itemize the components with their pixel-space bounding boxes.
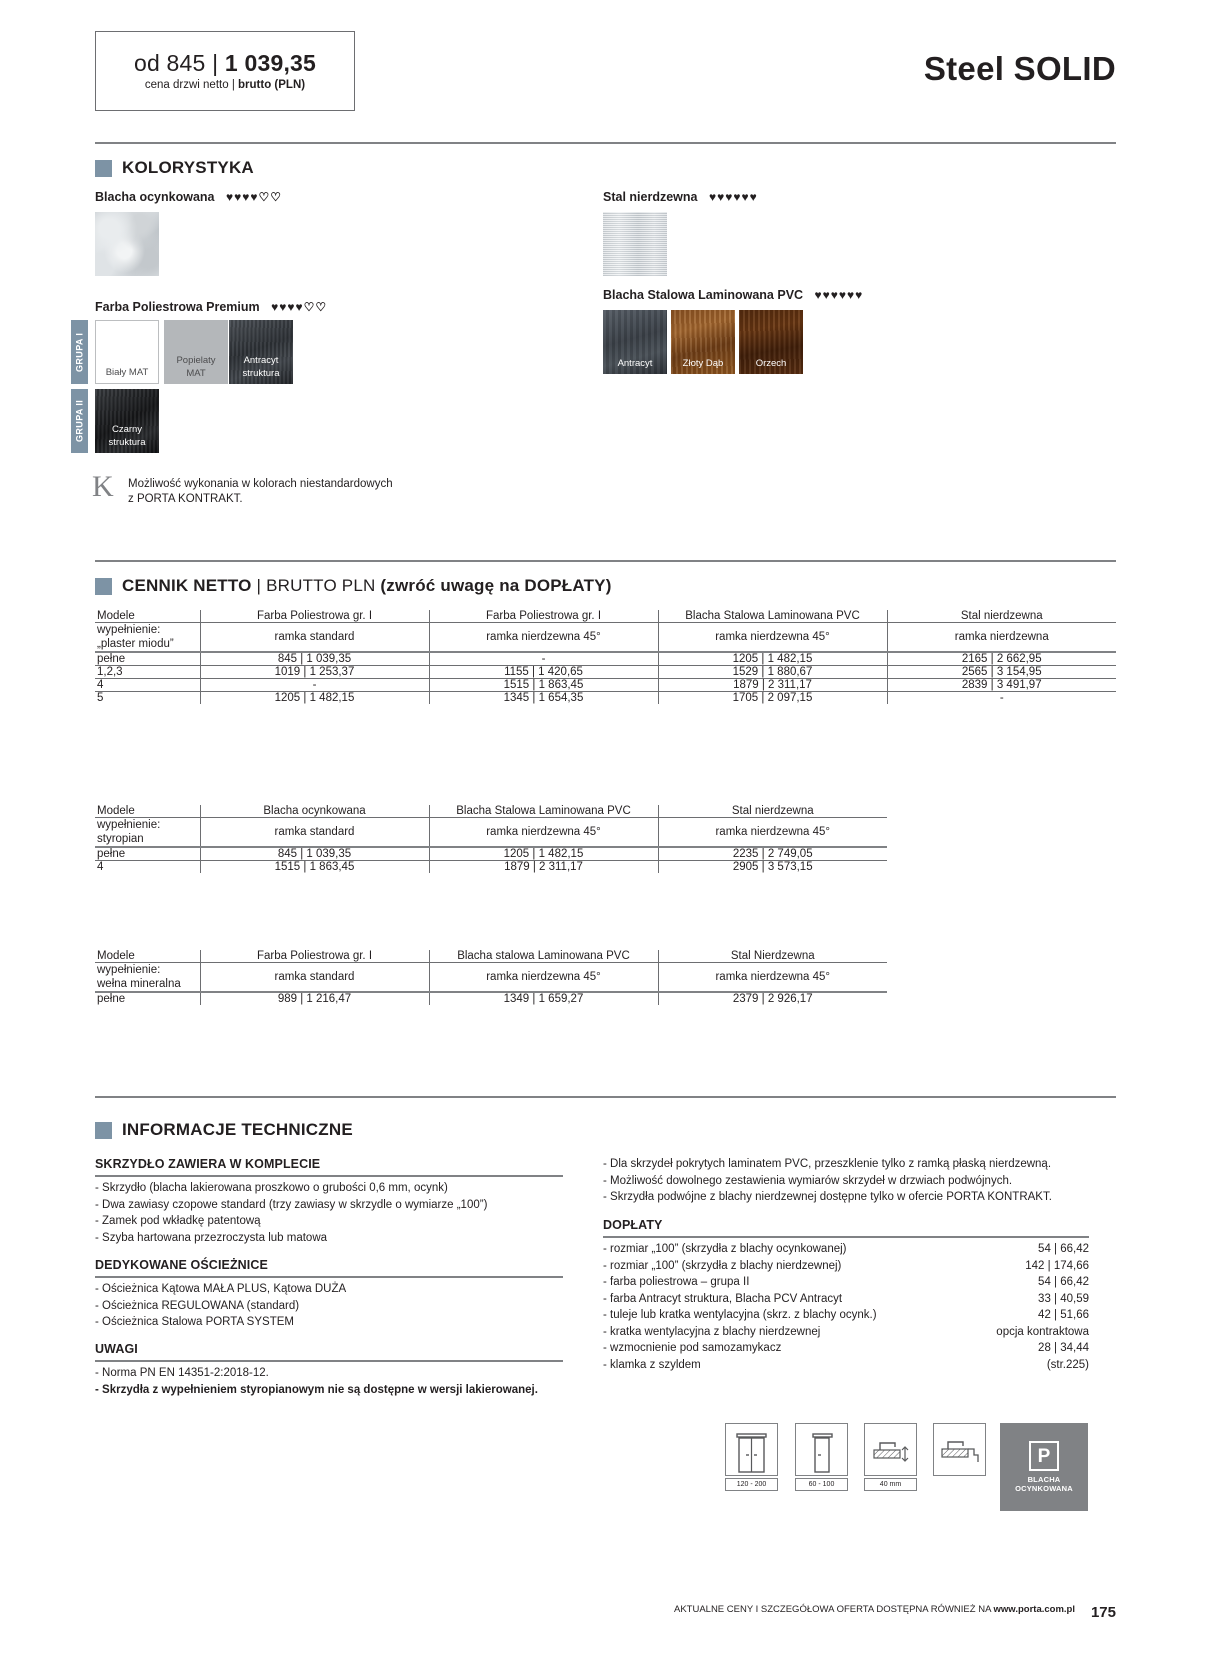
material-name: Blacha Stalowa Laminowana PVC bbox=[603, 288, 804, 302]
price-value: 1 039,35 bbox=[224, 50, 317, 77]
col-header: Blacha stalowa Laminowana PVC bbox=[429, 950, 658, 963]
row-price: 1879 | 2 311,17 bbox=[658, 679, 887, 692]
row-price: 2379 | 2 926,17 bbox=[658, 992, 887, 1005]
list-item: - Ościeżnica REGULOWANA (standard) bbox=[95, 1299, 300, 1312]
row-model: pełne bbox=[95, 847, 200, 861]
row-price: 845 | 1 039,35 bbox=[200, 847, 429, 861]
section-marker-icon bbox=[95, 160, 112, 177]
doplaty-list bbox=[603, 1241, 1089, 1373]
group-tab-grupa-1: GRUPA I bbox=[71, 320, 88, 384]
fill-value: ramka nierdzewna 45° bbox=[429, 818, 658, 848]
single-door-size-caption: 60 - 100 bbox=[795, 1478, 848, 1491]
price-table-plaster-miodu bbox=[95, 610, 1116, 704]
pricing-title-bold: CENNIK NETTO bbox=[122, 576, 252, 595]
col-header: Modele bbox=[97, 805, 135, 817]
material-label-blacha-ocynkowana bbox=[95, 190, 282, 204]
table-header-row bbox=[95, 805, 887, 818]
doplaty-row bbox=[603, 1274, 1089, 1291]
row-price: - bbox=[200, 679, 429, 692]
rating-hearts-icon: ♥♥♥♥♥♥ bbox=[814, 288, 864, 302]
table-row bbox=[95, 652, 1116, 666]
fill-label bbox=[95, 623, 200, 653]
list-item: - Skrzydło (blacha lakierowana proszkowo o grubości 0,6 mm, ocynk) bbox=[95, 1182, 448, 1194]
table-header-row bbox=[95, 950, 887, 963]
doplaty-value: 42 | 51,66 bbox=[1038, 1309, 1089, 1321]
swatch-label-line2: struktura bbox=[108, 437, 146, 448]
footer-note bbox=[674, 1604, 1075, 1615]
footer-website-link[interactable]: www.porta.com.pl bbox=[993, 1604, 1075, 1615]
row-price: 1205 | 1 482,15 bbox=[658, 652, 887, 666]
list-item: - Szyba hartowana przezroczysta lub matowa bbox=[95, 1231, 328, 1244]
swatch-bialy-mat[interactable] bbox=[95, 320, 159, 384]
table-row bbox=[95, 847, 887, 861]
table-header-row bbox=[95, 610, 1116, 623]
kontrakt-note bbox=[128, 477, 393, 507]
col-header: Modele bbox=[97, 610, 135, 622]
list-item: - Dla skrzydeł pokrytych laminatem PVC, przeszklenie tylko z ramką płaską nierdzewną. bbox=[603, 1158, 1052, 1170]
colors-section-heading bbox=[95, 158, 254, 178]
section-marker-icon bbox=[95, 1122, 112, 1139]
doplaty-label: - wzmocnienie pod samozamykacz bbox=[603, 1342, 782, 1354]
rating-hearts-icon: ♥♥♥♥♥♥ bbox=[708, 190, 758, 204]
swatch-blacha-ocynkowana[interactable] bbox=[95, 212, 159, 276]
list-item: - Ościeżnica Kątowa MAŁA PLUS, Kątowa DUŻA bbox=[95, 1283, 347, 1295]
price-box bbox=[95, 31, 355, 111]
kontrakt-note-line1: Możliwość wykonania w kolorach niestandardowych bbox=[128, 478, 393, 490]
fill-value: ramka nierdzewna bbox=[887, 623, 1116, 653]
fill-label-line1: wypełnienie: bbox=[97, 624, 161, 636]
col-header: Blacha Stalowa Laminowana PVC bbox=[658, 610, 887, 623]
col-header: Stal nierdzewna bbox=[658, 805, 887, 818]
tech-heading-komplecie: SKRZYDŁO ZAWIERA W KOMPLECIE bbox=[95, 1157, 563, 1177]
row-price: 989 | 1 216,47 bbox=[200, 992, 429, 1005]
pricing-section-title bbox=[122, 576, 612, 596]
table-row bbox=[95, 861, 887, 874]
table-row bbox=[95, 992, 887, 1005]
fill-value: ramka standard bbox=[200, 623, 429, 653]
col-header: Blacha ocynkowana bbox=[200, 805, 429, 818]
swatch-popielaty-mat[interactable] bbox=[164, 320, 228, 384]
list-item: - Skrzydła podwójne z blachy nierdzewnej dostępne tylko w ofercie PORTA KONTRAKT. bbox=[603, 1191, 1052, 1203]
swatch-stal-nierdzewna[interactable] bbox=[603, 212, 667, 276]
doplaty-row bbox=[603, 1357, 1089, 1374]
list-item: - Ościeżnica Stalowa PORTA SYSTEM bbox=[95, 1316, 294, 1328]
swatch-pvc-antracyt[interactable] bbox=[603, 310, 667, 374]
price-prefix: od 845 bbox=[133, 50, 206, 77]
material-label-blacha-laminowana-pvc bbox=[603, 288, 863, 302]
fill-value: ramka nierdzewna 45° bbox=[658, 623, 887, 653]
row-price: 2235 | 2 749,05 bbox=[658, 847, 887, 861]
doplaty-row bbox=[603, 1307, 1089, 1324]
price-separator: | bbox=[212, 50, 219, 77]
doplaty-row bbox=[603, 1340, 1089, 1357]
material-label-farba-poliestrowa bbox=[95, 300, 327, 314]
table-fill-row bbox=[95, 963, 887, 993]
price-caption-sep: | bbox=[231, 78, 235, 91]
row-price: 1345 | 1 654,35 bbox=[429, 692, 658, 705]
doplaty-value: 142 | 174,66 bbox=[1025, 1259, 1089, 1272]
swatch-czarny-struktura[interactable] bbox=[95, 389, 159, 453]
material-name: Stal nierdzewna bbox=[603, 190, 698, 204]
doplaty-value: 28 | 34,44 bbox=[1038, 1342, 1089, 1354]
doplaty-row bbox=[603, 1241, 1089, 1258]
table-fill-row bbox=[95, 623, 1116, 653]
doplaty-value: 54 | 66,42 bbox=[1038, 1243, 1089, 1255]
price-caption-netto: cena drzwi netto bbox=[144, 78, 229, 91]
doplaty-value: 54 | 66,42 bbox=[1038, 1276, 1089, 1288]
tech-heading-osciez: DEDYKOWANE OŚCIEŻNICE bbox=[95, 1258, 563, 1278]
row-price: - bbox=[429, 652, 658, 666]
list-item: - Zamek pod wkładkę patentową bbox=[95, 1215, 261, 1227]
swatch-orzech[interactable] bbox=[739, 310, 803, 374]
row-model: 4 bbox=[95, 679, 200, 692]
fill-label-line2: styropian bbox=[97, 833, 144, 845]
swatch-label: Orzech bbox=[755, 358, 787, 369]
row-price: 1515 | 1 863,45 bbox=[200, 861, 429, 874]
doplaty-value: opcja kontraktowa bbox=[996, 1325, 1089, 1338]
swatch-label: Biały MAT bbox=[105, 367, 149, 378]
fill-label bbox=[95, 818, 200, 848]
doplaty-label: - klamka z szyldem bbox=[603, 1358, 701, 1371]
badge-symbol: P bbox=[1029, 1441, 1059, 1471]
row-price: - bbox=[887, 692, 1116, 705]
fill-label-line2: „plaster miodu” bbox=[97, 638, 174, 650]
table-row bbox=[95, 692, 1116, 705]
tech-section-title: INFORMACJE TECHNICZNE bbox=[122, 1120, 353, 1139]
group-tab-grupa-2: GRUPA II bbox=[71, 389, 88, 453]
pricing-title-bold2: (zwróć uwagę na DOPŁATY) bbox=[380, 576, 612, 595]
row-model: pełne bbox=[97, 993, 126, 1005]
colors-section-title: KOLORYSTYKA bbox=[122, 158, 254, 177]
doplaty-value: (str.225) bbox=[1046, 1358, 1089, 1371]
swatch-label-line2: MAT bbox=[186, 368, 206, 379]
rating-hearts-icon: ♥♥♥♥♡♡ bbox=[225, 190, 282, 204]
col-header: Modele bbox=[97, 950, 135, 962]
swatch-label-line1: Czarny bbox=[111, 424, 143, 435]
fill-value: ramka nierdzewna 45° bbox=[658, 963, 887, 993]
doplaty-row bbox=[603, 1291, 1089, 1308]
fill-value: ramka standard bbox=[200, 818, 429, 848]
row-price: 2839 | 3 491,97 bbox=[887, 679, 1116, 692]
doplaty-label: - kratka wentylacyjna z blachy nierdzewnej bbox=[603, 1325, 821, 1338]
doplaty-label: - rozmiar „100” (skrzydła z blachy nierdzewnej) bbox=[603, 1259, 842, 1272]
row-model: 5 bbox=[97, 692, 104, 704]
doplaty-row bbox=[603, 1258, 1089, 1275]
doplaty-label: - farba Antracyt struktura, Blacha PCV Antracyt bbox=[603, 1292, 843, 1305]
table-row bbox=[95, 666, 1116, 679]
price-main bbox=[134, 51, 316, 75]
table-fill-row bbox=[95, 818, 887, 848]
tech-section-heading bbox=[95, 1120, 353, 1140]
tech-heading-doplaty: DOPŁATY bbox=[603, 1218, 1089, 1238]
price-table-styropian bbox=[95, 805, 887, 873]
material-label-stal-nierdzewna bbox=[603, 190, 758, 204]
doplaty-row bbox=[603, 1324, 1089, 1341]
fill-label bbox=[95, 963, 200, 993]
fill-value: ramka nierdzewna 45° bbox=[429, 963, 658, 993]
badge-line1: BLACHA bbox=[1027, 1475, 1061, 1484]
material-name: Farba Poliestrowa Premium bbox=[95, 300, 260, 314]
tech-right-notes bbox=[603, 1156, 1103, 1206]
price-table-welna-mineralna bbox=[95, 950, 887, 1005]
divider-top bbox=[95, 142, 1116, 144]
doplaty-label: - rozmiar „100” (skrzydła z blachy ocynkowanej) bbox=[603, 1243, 847, 1255]
col-header: Farba Poliestrowa gr. I bbox=[200, 610, 429, 623]
thickness-icon bbox=[864, 1423, 917, 1476]
col-header: Blacha Stalowa Laminowana PVC bbox=[429, 805, 658, 818]
badge-line2: OCYNKOWANA bbox=[1015, 1484, 1073, 1493]
row-model: 4 bbox=[97, 861, 104, 873]
tech-list-osciez bbox=[95, 1281, 595, 1331]
tech-heading-uwagi: UWAGI bbox=[95, 1342, 563, 1362]
porta-kontrakt-k-icon: K bbox=[92, 470, 114, 503]
row-price: 1205 | 1 482,15 bbox=[429, 847, 658, 861]
row-price: 1019 | 1 253,37 bbox=[200, 666, 429, 679]
material-name: Blacha ocynkowana bbox=[95, 190, 215, 204]
row-price: 1155 | 1 420,65 bbox=[429, 666, 658, 679]
col-header: Stal Nierdzewna bbox=[658, 950, 887, 963]
row-price: 1515 | 1 863,45 bbox=[429, 679, 658, 692]
rebate-icon bbox=[933, 1423, 986, 1476]
pricing-section-heading bbox=[95, 576, 612, 596]
divider-tech bbox=[95, 1096, 1116, 1098]
row-price: 2165 | 2 662,95 bbox=[887, 652, 1116, 666]
price-caption-brutto: brutto (PLN) bbox=[238, 78, 306, 91]
swatch-label: Złoty Dąb bbox=[682, 358, 724, 369]
thickness-caption: 40 mm bbox=[864, 1478, 917, 1491]
row-price: 2565 | 3 154,95 bbox=[887, 666, 1116, 679]
footer-note-text: AKTUALNE CENY I SZCZEGÓŁOWA OFERTA DOSTĘPNA RÓWNIEŻ NA bbox=[673, 1604, 991, 1615]
row-model: 1,2,3 bbox=[95, 666, 200, 679]
section-marker-icon bbox=[95, 578, 112, 595]
swatch-label-line1: Antracyt bbox=[243, 355, 279, 366]
price-caption bbox=[145, 79, 305, 91]
fill-value: ramka standard bbox=[200, 963, 429, 993]
single-door-icon bbox=[795, 1423, 848, 1476]
double-door-size-caption: 120 - 200 bbox=[725, 1478, 778, 1491]
list-item: - Dwa zawiasy czopowe standard (trzy zawiasy w skrzydle o wymiarze „100”) bbox=[95, 1198, 488, 1211]
swatch-antracyt-struktura[interactable] bbox=[229, 320, 293, 384]
swatch-zloty-dab[interactable] bbox=[671, 310, 735, 374]
col-header: Farba Poliestrowa gr. I bbox=[200, 950, 429, 963]
row-price: 1705 | 2 097,15 bbox=[658, 692, 887, 705]
row-price: 2905 | 3 573,15 bbox=[658, 861, 887, 874]
row-price: 1349 | 1 659,27 bbox=[429, 992, 658, 1005]
row-price: 1529 | 1 880,67 bbox=[658, 666, 887, 679]
fill-label-line1: wypełnienie: bbox=[97, 819, 161, 831]
kontrakt-note-line2: z PORTA KONTRAKT. bbox=[128, 493, 243, 505]
double-door-icon bbox=[725, 1423, 778, 1476]
swatch-label: Antracyt bbox=[617, 358, 653, 369]
doplaty-label: - farba poliestrowa – grupa II bbox=[603, 1276, 750, 1288]
page-number: 175 bbox=[1090, 1604, 1116, 1621]
fill-label-line1: wypełnienie: bbox=[97, 964, 161, 976]
fill-value: ramka nierdzewna 45° bbox=[658, 818, 887, 848]
table-row bbox=[95, 679, 1116, 692]
divider-pricing bbox=[95, 560, 1116, 562]
row-price: 1205 | 1 482,15 bbox=[200, 692, 429, 705]
tech-list-komplecie bbox=[95, 1180, 595, 1246]
page-title: Steel SOLID bbox=[923, 50, 1116, 87]
fill-value: ramka nierdzewna 45° bbox=[429, 623, 658, 653]
row-price: 845 | 1 039,35 bbox=[200, 652, 429, 666]
row-price: 1879 | 2 311,17 bbox=[429, 861, 658, 874]
rating-hearts-icon: ♥♥♥♥♡♡ bbox=[271, 300, 328, 314]
pricing-title-sep: | bbox=[256, 576, 262, 595]
pricing-title-regular: BRUTTO PLN bbox=[266, 576, 376, 595]
tech-list-uwagi bbox=[95, 1365, 615, 1398]
swatch-label-line2: struktura bbox=[242, 368, 280, 379]
doplaty-label: - tuleje lub kratka wentylacyjna (skrz. z blachy ocynk.) bbox=[603, 1309, 877, 1321]
doplaty-value: 33 | 40,59 bbox=[1038, 1292, 1089, 1305]
col-header: Stal nierdzewna bbox=[887, 610, 1116, 623]
list-item-bold: - Skrzydła z wypełnieniem styropianowym nie są dostępne w wersji lakierowanej. bbox=[95, 1383, 538, 1396]
fill-label-line2: wełna mineralna bbox=[97, 978, 181, 990]
list-item: - Możliwość dowolnego zestawienia wymiarów skrzydeł w drzwiach podwójnych. bbox=[603, 1174, 1013, 1187]
status-badge-blacha-ocynkowana bbox=[1000, 1423, 1088, 1511]
col-header: Farba Poliestrowa gr. I bbox=[429, 610, 658, 623]
row-model: pełne bbox=[95, 652, 200, 666]
list-item: - Norma PN EN 14351-2:2018-12. bbox=[95, 1367, 269, 1379]
swatch-label-line1: Popielaty bbox=[176, 355, 216, 366]
badge-text bbox=[1015, 1475, 1073, 1493]
